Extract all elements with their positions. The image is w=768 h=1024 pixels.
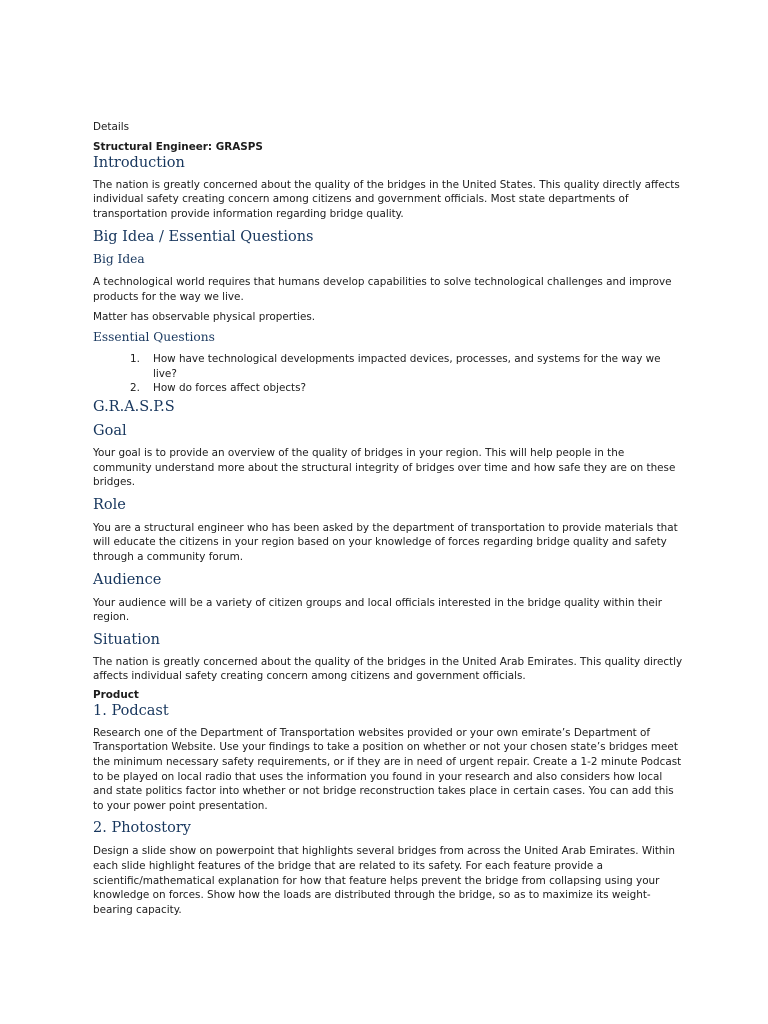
product-label: Product (93, 688, 139, 701)
grasps-heading: G.R.A.S.P.S (93, 398, 175, 415)
photostory-text: Design a slide show on powerpoint that highlights several bridges from across the United Arab Emirates. Within each slide highlight features of the bridge that are related to its safety. For each feature provide a scientific/mathematical explanation for how that feature helps prevent the bridge from collapsing using your knowledge on forces. Show how the loads are distributed through the bridge, so as to maximize its weight-bearing capacity. (93, 845, 675, 916)
audience-heading: Audience (93, 571, 162, 588)
situation-text: The nation is greatly concerned about the quality of the bridges in the United Arab Emirates. This quality directly affects individual safety creating concern among citizens and government officials. (93, 655, 683, 683)
list-text: How do forces affect objects? (153, 382, 307, 395)
introduction-text: The nation is greatly concerned about the quality of the bridges in the United States. This quality directly affects individual safety creating concern among citizens and government officials. Most state departments of transportation provide information regarding bridge quality. (93, 178, 680, 220)
essential-questions-list (93, 352, 683, 396)
goal-text: Your goal is to provide an overview of the quality of bridges in your region. This will help people in the community understand more about the structural integrity of bridges over time and how safe they are on these bridges. (93, 446, 676, 489)
details-label: Details (93, 121, 130, 133)
role-heading: Role (93, 496, 126, 513)
audience-text: Your audience will be a variety of citizen groups and local officials interested in the bridge quality within their region. (93, 596, 662, 624)
document-title: Structural Engineer: GRASPS (93, 140, 263, 153)
goal-heading: Goal (93, 422, 127, 439)
list-text: How have technological developments impacted devices, processes, and systems for the way we live? (153, 353, 661, 380)
list-number: 1. (130, 353, 140, 366)
list-item (93, 381, 683, 396)
situation-heading: Situation (93, 631, 160, 648)
podcast-text: Research one of the Department of Transportation websites provided or your own emirate’s Department of Transportation Website. Use your findings to take a position on whether or not your chosen state’s bridges meet the minimum necessary safety requirements, or if they are in need of urgent repair. Create a 1-2 minute Podcast to be played on local radio that uses the information you found in your research and also considers how local and state politics factor into whether or not bridge reconstruction takes place in certain cases. You can add this to your power point presentation. (93, 726, 682, 812)
big-idea-text-1: A technological world requires that humans develop capabilities to solve technological challenges and improve products for the way we live. (93, 276, 672, 303)
essential-questions-heading: Essential Questions (93, 330, 215, 345)
role-text: You are a structural engineer who has been asked by the department of transportation to provide materials that will educate the citizens in your region based on your knowledge of forces regarding bridge quality and safety through a community forum. (93, 521, 678, 563)
big-idea-text-2: Matter has observable physical properties. (93, 310, 316, 323)
list-item (93, 352, 683, 381)
list-number: 2. (130, 382, 140, 395)
big-idea-heading: Big Idea (93, 252, 145, 267)
big-idea-section-heading: Big Idea / Essential Questions (93, 229, 314, 246)
podcast-heading: 1. Podcast (93, 702, 169, 719)
introduction-heading: Introduction (93, 154, 185, 171)
document-page (93, 120, 683, 917)
photostory-heading: 2. Photostory (93, 820, 191, 837)
